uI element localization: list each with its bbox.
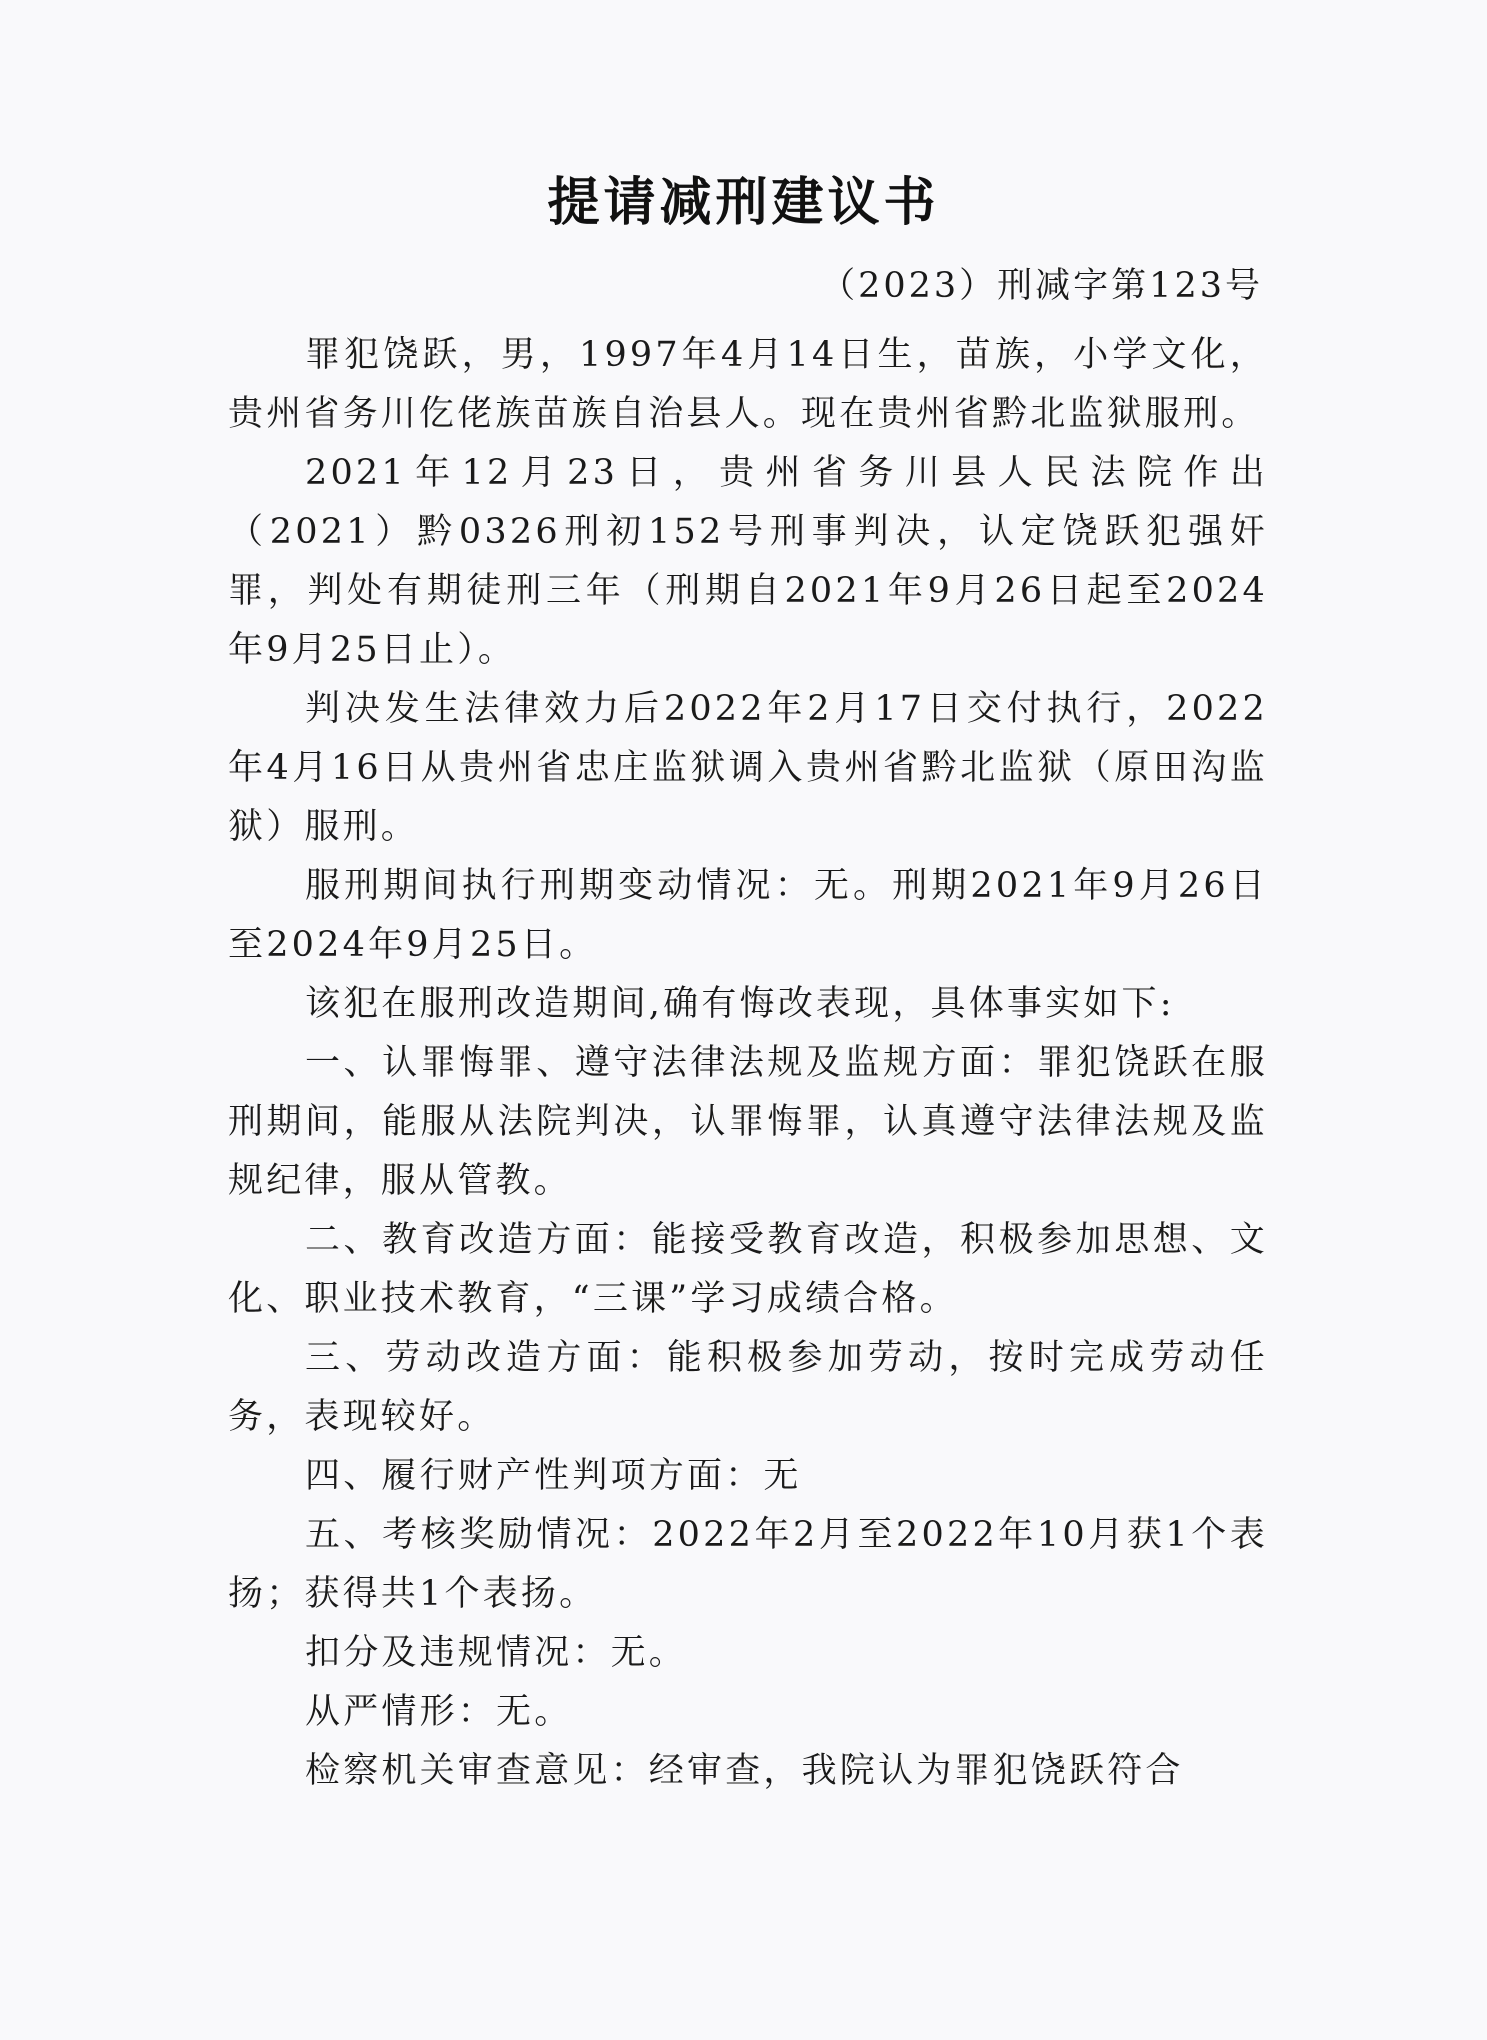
- paragraph-repentance: 一、认罪悔罪、遵守法律法规及监规方面：罪犯饶跃在服刑期间，能服从法院判决，认罪悔罪，认真遵守法律法规及监规纪律，服从管教。: [228, 1043, 1268, 1201]
- paragraph-procuratorate-opinion: 检察机关审查意见：经审查，我院认为罪犯饶跃符合: [305, 1751, 1184, 1791]
- paragraph-education: 二、教育改造方面：能接受教育改造，积极参加思想、文化、职业技术教育，“三课”学习成绩合格。: [228, 1220, 1268, 1319]
- paragraph-criminal-info: 罪犯饶跃，男，1997年4月14日生，苗族，小学文化，贵州省务川仡佬族苗族自治县人。现在贵州省黔北监狱服刑。: [228, 335, 1268, 434]
- paragraph-rewards: 五、考核奖励情况：2022年2月至2022年10月获1个表扬；获得共1个表扬。: [228, 1515, 1268, 1614]
- document-body: [228, 326, 1268, 1801]
- paragraph-facts-intro: 该犯在服刑改造期间,确有悔改表现，具体事实如下:: [305, 984, 1175, 1024]
- paragraph-term-changes: 服刑期间执行刑期变动情况：无。刑期2021年9月26日至2024年9月25日。: [228, 866, 1268, 965]
- paragraph-strict-circumstances: 从严情形：无。: [305, 1692, 573, 1732]
- document-title: 提请减刑建议书: [547, 172, 940, 233]
- paragraph-labor: 三、劳动改造方面：能积极参加劳动，按时完成劳动任务，表现较好。: [228, 1338, 1268, 1437]
- paragraph-deductions: 扣分及违规情况：无。: [305, 1633, 688, 1673]
- paragraph-judgment: 2021年12月23日，贵州省务川县人民法院作出（2021）黔0326刑初152号刑事判决，认定饶跃犯强奸罪，判处有期徒刑三年（刑期自2021年9月26日起至2024年9月25日止）。: [228, 453, 1268, 670]
- document-number: （2023）刑减字第123号: [820, 266, 1263, 306]
- paragraph-execution: 判决发生法律效力后2022年2月17日交付执行，2022年4月16日从贵州省忠庄监狱调入贵州省黔北监狱（原田沟监狱）服刑。: [228, 689, 1268, 847]
- paragraph-property: 四、履行财产性判项方面：无: [305, 1456, 802, 1496]
